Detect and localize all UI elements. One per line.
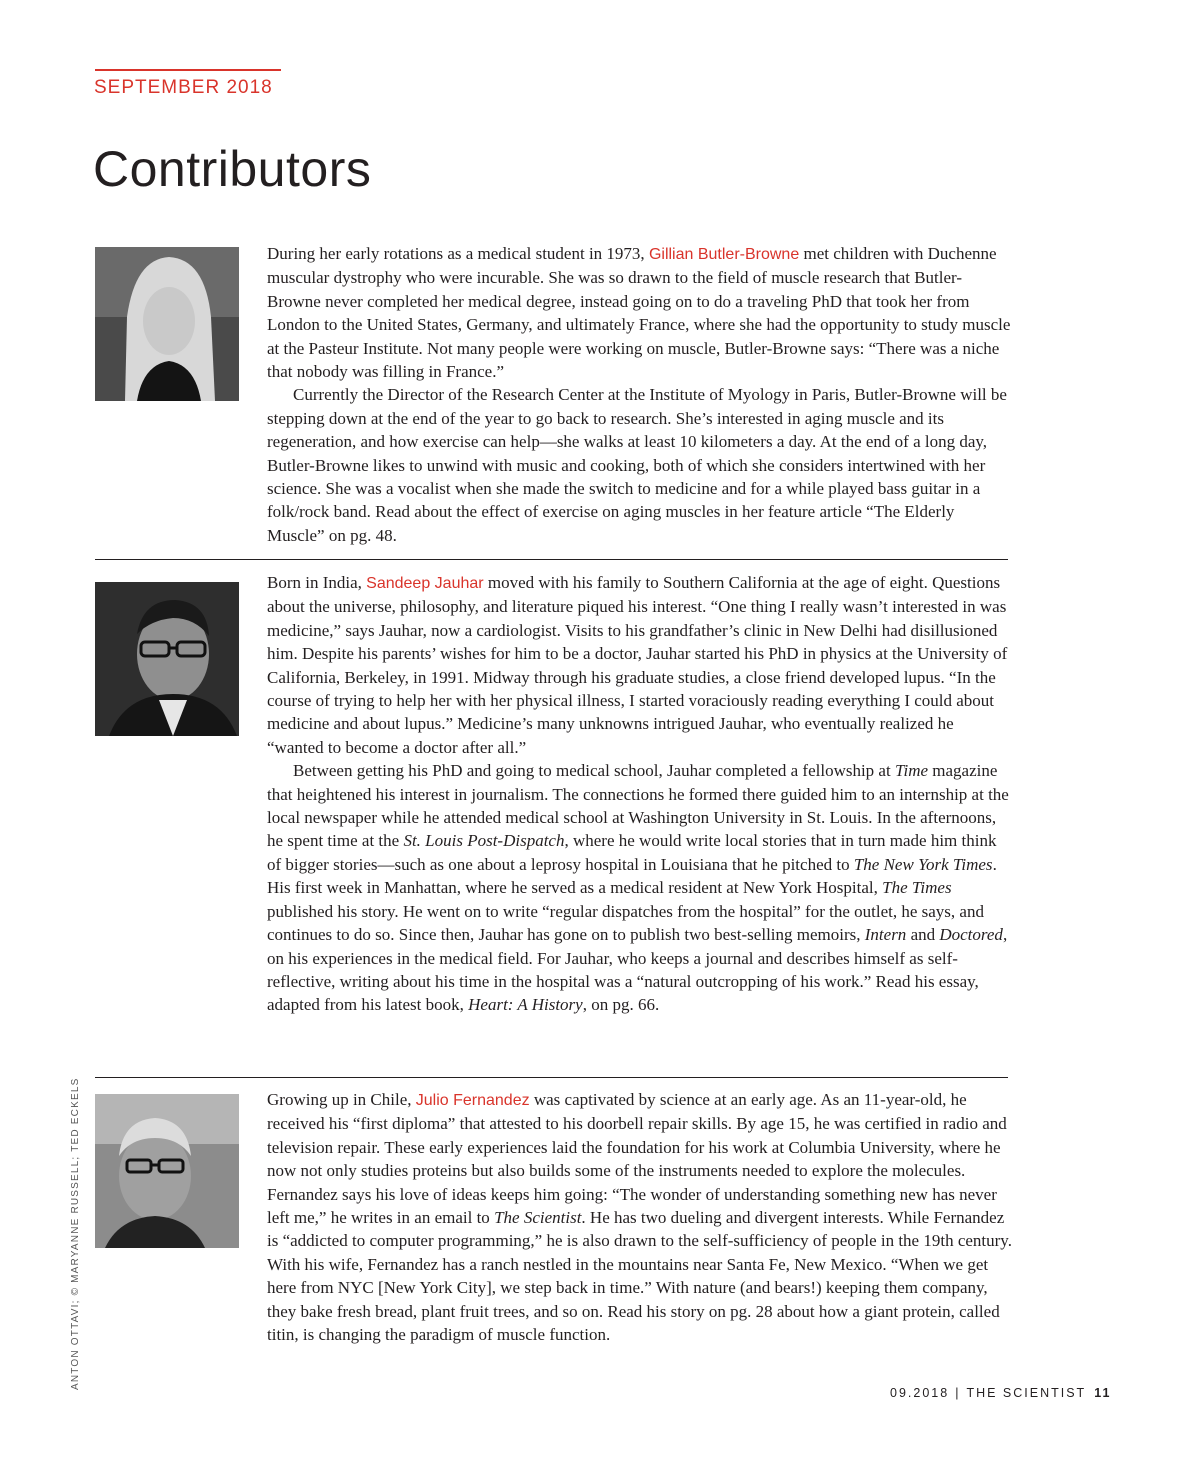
bio-paragraph: Currently the Director of the Research Center at the Institute of Myology in Paris, Butler-Browne will be stepping down at the end of the year to go back to research. She’s interested in aging muscle and its regeneration, and how exercise can help—she walks at least 10 kilometers a day. At the end of a long day, Butler-Browne likes to unwind with music and cooking, both of which she considers intertwined with her science. She was a vocalist when she made the switch to medicine and for a while played bass guitar in a folk/rock band. Read about the effect of exercise on aging muscles in her feature article “The Elderly Muscle” on pg. 48. bbox=[267, 385, 1007, 545]
footer-separator: | bbox=[955, 1386, 961, 1400]
footer-date: 09.2018 bbox=[890, 1386, 950, 1400]
contributor-name: Gillian Butler-Browne bbox=[648, 246, 800, 263]
issue-label: SEPTEMBER 2018 bbox=[94, 77, 273, 98]
header-rule bbox=[95, 69, 281, 71]
contributor-name: Sandeep Jauhar bbox=[366, 575, 484, 592]
bio-paragraph: During her early rotations as a medical student in 1973, Gillian Butler-Browne met children with Duchenne muscular dystrophy who were incurable. She was so drawn to the field of muscle research that Butler-Browne never completed her medical degree, instead going on to do a traveling PhD that took her from London to the United States, Germany, and ultimately France, where she had the opportunity to study muscle at the Pasteur Institute. Not many people were working on muscle, Butler-Browne says: “There was a niche that nobody was filling in France.” bbox=[267, 244, 1011, 382]
portrait-gillian-butler-browne bbox=[95, 247, 239, 401]
page-title: Contributors bbox=[93, 141, 372, 197]
footer-publication: THE SCIENTIST bbox=[966, 1386, 1087, 1400]
section-divider bbox=[95, 1077, 1008, 1078]
bio-paragraph: Between getting his PhD and going to medical school, Jauhar completed a fellowship at Time magazine that heightened his interest in journalism. The connections he formed there guided him to an internship at the local newspaper while he attended medical school at Washington University in St. Louis. In the afternoons, he spent time at the St. Louis Post-Dispatch, where he would write local stories that in turn made him think of bigger stories—such as one about a leprosy hospital in Louisiana that he pitched to The New York Times. His first week in Manhattan, where he served as a medical resident at New York Hospital, The Times published his story. He went on to write “regular dispatches from the hospital” for the outlet, he says, and continues to do so. Since then, Jauhar has gone on to publish two best-selling memoirs, Intern and Doctored, on his experiences in the medical field. For Jauhar, who keeps a journal and describes himself as self-reflective, writing about his time in the hospital was a “natural outcropping of his work.” Read his essay, adapted from his latest book, Heart: A History, on pg. 66. bbox=[267, 761, 1009, 1015]
bio-paragraph: Born in India, Sandeep Jauhar moved with his family to Southern California at the age of eight. Questions about the universe, philosophy, and literature piqued his interest. “One thing I really wasn’t interested in was medicine,” says Jauhar, now a cardiologist. Visits to his grandfather’s clinic in New Delhi had disillusioned him. Despite his parents’ wishes for him to be a doctor, Jauhar started his PhD in physics at the University of California, Berkeley, in 1991. Midway through his graduate studies, a close friend developed lupus. “In the course of trying to help her with her physical illness, I started voraciously reading everything I could about medicine and about lupus.” Medicine’s many unknowns intrigued Jauhar, who eventually realized he “wanted to become a doctor after all.” bbox=[267, 573, 1008, 757]
portrait-julio-fernandez bbox=[95, 1094, 239, 1248]
page-number: 11 bbox=[1094, 1386, 1112, 1400]
page-footer bbox=[890, 1386, 1111, 1400]
portrait-sandeep-jauhar bbox=[95, 582, 239, 736]
bio-sandeep-jauhar bbox=[267, 571, 1013, 1017]
bio-paragraph: Growing up in Chile, Julio Fernandez was captivated by science at an early age. As an 11-year-old, he received his “first diploma” that attested to his doorbell repair skills. By age 15, he was certified in radio and television repair. These early experiences laid the foundation for his work at Columbia University, where he now not only studies proteins but also builds some of the instruments needed to explore the molecules. Fernandez says his love of ideas keeps him going: “The wonder of understanding something new has never left me,” he writes in an email to The Scientist. He has two dueling and divergent interests. While Fernandez is “addicted to computer programming,” he is also drawn to the self-sufficiency of people in the 19th century. With his wife, Fernandez has a ranch nestled in the mountains near Santa Fe, New Mexico. “When we get here from NYC [New York City], we step back in time.” With nature (and bears!) keeping them company, they bake fresh bread, plant fruit trees, and so on. Read his story on pg. 28 about how a giant protein, called titin, is changing the paradigm of muscle function. bbox=[267, 1090, 1012, 1345]
section-divider bbox=[95, 559, 1008, 560]
photo-credit: ANTON OTTAVI; © MARYANNE RUSSELL; TED ECKELS bbox=[70, 1077, 81, 1390]
contributor-name: Julio Fernandez bbox=[415, 1092, 530, 1109]
bio-gillian-butler-browne bbox=[267, 242, 1013, 547]
bio-julio-fernandez bbox=[267, 1088, 1013, 1346]
